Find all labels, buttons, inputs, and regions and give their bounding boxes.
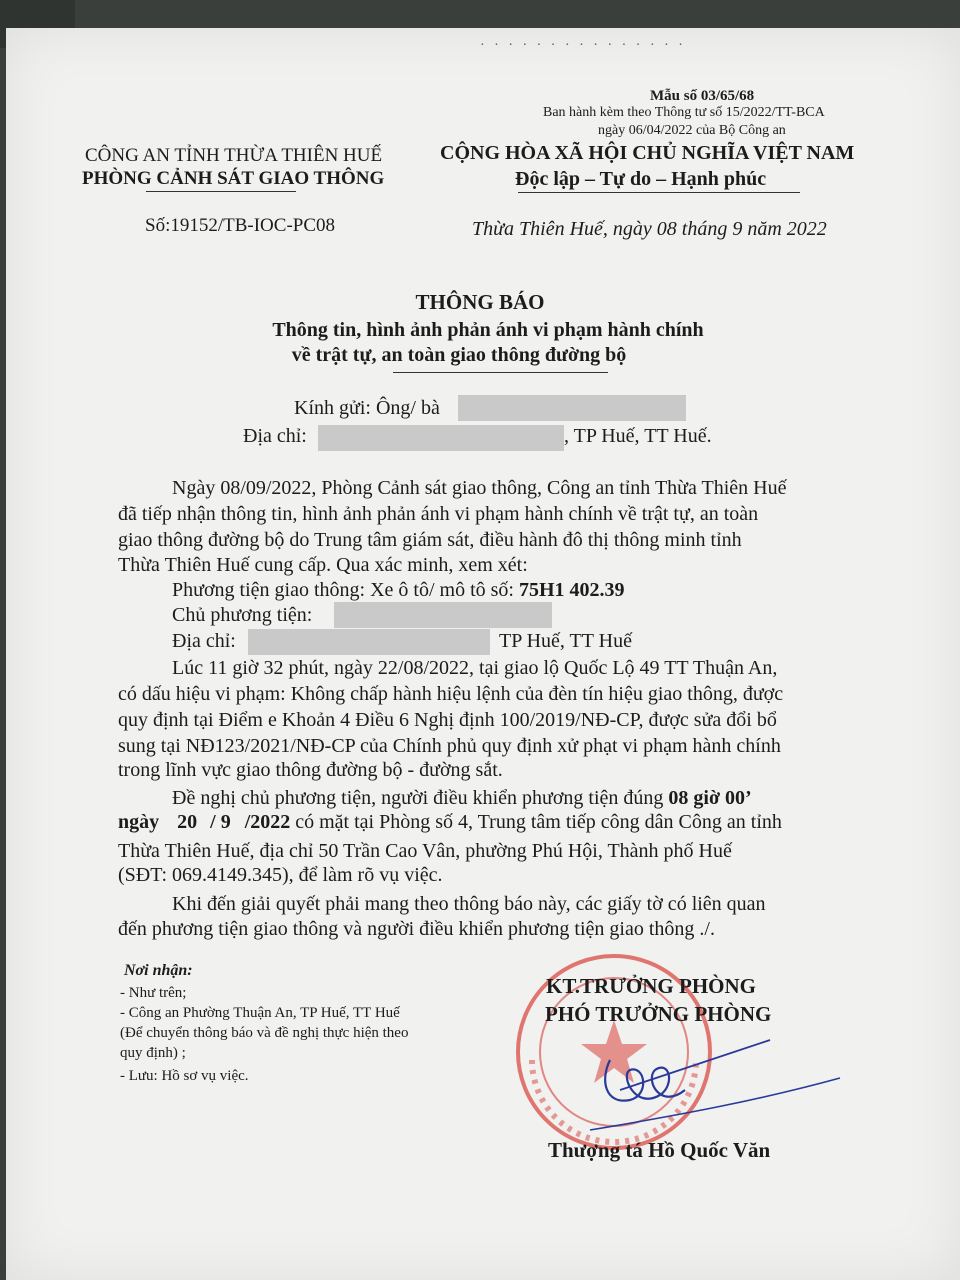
document-number: Số:19152/TB-IOC-PC08 (145, 215, 336, 236)
paragraph1-line1: Ngày 08/09/2022, Phòng Cảnh sát giao thông, Công an tỉnh Thừa Thiên Huế (172, 477, 787, 499)
paragraph1-line2: đã tiếp nhận thông tin, hình ảnh phản ánh vi phạm hành chính về trật tự, an toàn (118, 503, 759, 525)
redacted-name (458, 395, 686, 421)
motto-underline (518, 192, 800, 193)
paragraph3-line1 (172, 787, 752, 810)
form-number: Mẫu số 03/65/68 (650, 88, 755, 104)
address-label: Địa chỉ: (243, 425, 307, 447)
paragraph2-line1: Lúc 11 giờ 32 phút, ngày 22/08/2022, tại giao lộ Quốc Lộ 49 TT Thuận An, (172, 657, 778, 679)
license-plate: 75H1 402.39 (518, 579, 625, 601)
handwritten-signature (560, 1020, 850, 1150)
form-reference-line1: Ban hành kèm theo Thông tư số 15/2022/TT-BCA (543, 105, 825, 120)
document-title: THÔNG BÁO (415, 290, 545, 314)
appointment-day: 20 (177, 811, 198, 833)
redacted-owner (334, 602, 552, 628)
owner-address-suffix: TP Huế, TT Huế (499, 630, 632, 652)
paragraph3-line4: (SĐT: 069.4149.345), để làm rõ vụ việc. (118, 864, 443, 886)
paragraph2-line2: có dấu hiệu vi phạm: Không chấp hành hiệu lệnh của đèn tín hiệu giao thông, được (118, 683, 784, 705)
paragraph2-line4: sung tại NĐ123/2021/NĐ-CP của Chính phủ quy định xử phạt vi phạm hành chính (118, 735, 781, 757)
agency-name: CÔNG AN TỈNH THỪA THIÊN HUẾ (85, 145, 383, 166)
signature-title-line2: PHÓ TRƯỞNG PHÒNG (545, 1002, 772, 1026)
document-subtitle-line2: về trật tự, an toàn giao thông đường bộ (291, 344, 627, 366)
appointment-year: /2022 (244, 811, 291, 833)
paragraph3-text: Đề nghị chủ phương tiện, người điều khiển phương tiện đúng (172, 787, 669, 809)
document-subtitle-line1: Thông tin, hình ảnh phản ánh vi phạm hành chính (272, 319, 704, 341)
signature-title-line1: KT.TRƯỞNG PHÒNG (546, 974, 756, 998)
place-and-date: Thừa Thiên Huế, ngày 08 tháng 9 năm 2022 (472, 218, 827, 240)
paragraph4-line1: Khi đến giải quyết phải mang theo thông báo này, các giấy tờ có liên quan (172, 893, 766, 915)
appointment-month: 9 (220, 811, 231, 833)
agency-underline (146, 191, 296, 192)
paragraph2-line5: trong lĩnh vực giao thông đường bộ - đường sắt. (118, 759, 503, 781)
redacted-owner-address (248, 629, 490, 655)
recipients-heading: Nơi nhận: (124, 962, 193, 979)
recipient-2-note-1: (Để chuyển thông báo và đề nghị thực hiện theo (120, 1025, 409, 1041)
greeting-label: Kính gửi: Ông/ bà (294, 397, 440, 419)
department-name: PHÒNG CẢNH SÁT GIAO THÔNG (82, 168, 385, 189)
paragraph2-line3: quy định tại Điểm e Khoản 4 Điều 6 Nghị định 100/2019/NĐ-CP, được sửa đổi bổ (118, 709, 777, 731)
vehicle-label: Phương tiện giao thông: Xe ô tô/ mô tô số: (172, 579, 519, 601)
vehicle-line (172, 579, 625, 602)
recipient-1: - Như trên; (120, 985, 187, 1001)
owner-address-label: Địa chỉ: (172, 630, 236, 652)
national-motto: Độc lập – Tự do – Hạnh phúc (515, 168, 767, 190)
paragraph1-line3: giao thông đường bộ do Trung tâm giám sát, điều hành đô thị thông minh tỉnh (118, 529, 742, 551)
paragraph4-line2: đến phương tiện giao thông và người điều khiển phương tiện giao thông ./. (118, 918, 715, 940)
paragraph3-line2-text: có mặt tại Phòng số 4, Trung tâm tiếp công dân Công an tỉnh (290, 811, 782, 833)
paragraph3-line3: Thừa Thiên Huế, địa chỉ 50 Trần Cao Vân, phường Phú Hội, Thành phố Huế (118, 840, 732, 862)
country-name: CỘNG HÒA XÃ HỘI CHỦ NGHĨA VIỆT NAM (440, 142, 855, 164)
form-reference-line2: ngày 06/04/2022 của Bộ Công an (598, 123, 786, 138)
paragraph3-line2: ngày 20 / 9 /2022 có mặt tại Phòng số 4, Trung tâm tiếp công dân Công an tỉnh (118, 811, 782, 833)
top-margin-marks: · · · · · · · · · · · · · · · (480, 38, 686, 53)
owner-label: Chủ phương tiện: (172, 604, 313, 626)
subtitle-underline (393, 372, 608, 373)
recipient-2-note-2: quy định) ; (120, 1045, 186, 1061)
address-suffix: , TP Huế, TT Huế. (564, 425, 712, 447)
recipient-2: - Công an Phường Thuận An, TP Huế, TT Huế (120, 1005, 400, 1021)
appointment-time: 08 giờ 00’ (668, 787, 752, 809)
paragraph1-line4: Thừa Thiên Huế cung cấp. Qua xác minh, xem xét: (118, 554, 528, 576)
signer-name: Thượng tá Hồ Quốc Văn (548, 1138, 771, 1162)
recipient-3: - Lưu: Hồ sơ vụ việc. (120, 1068, 249, 1084)
appointment-day-label: ngày (118, 811, 160, 833)
redacted-address (318, 425, 564, 451)
